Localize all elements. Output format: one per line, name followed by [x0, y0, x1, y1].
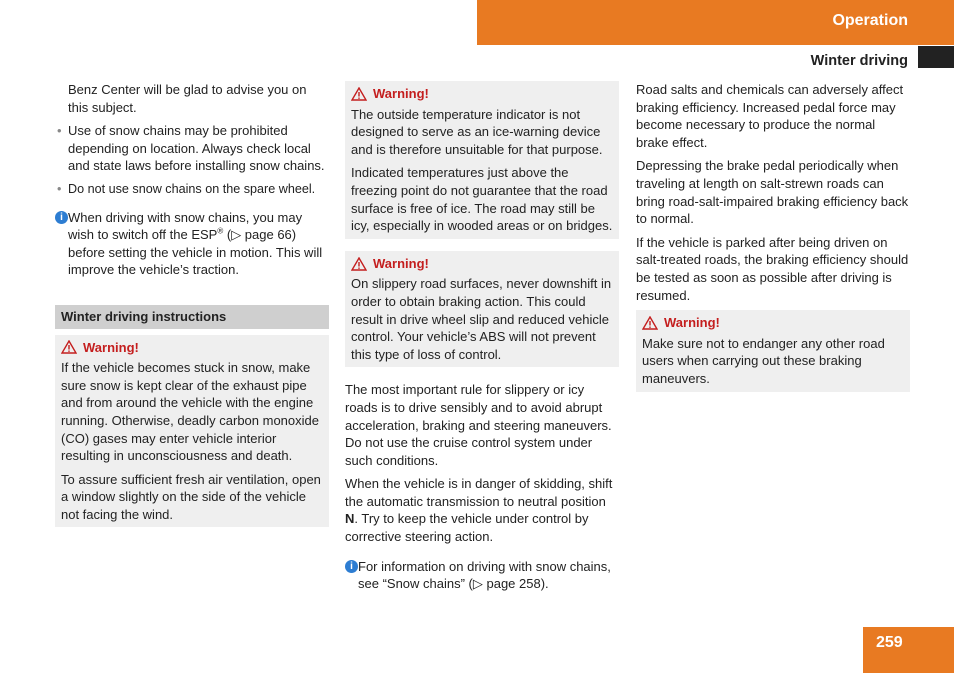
warning-label: Warning! — [83, 339, 139, 355]
page-number: 259 — [876, 634, 903, 651]
info-icon: i — [345, 560, 358, 573]
warning-box — [55, 335, 329, 528]
info-note: i When driving with snow chains, you may wish to switch off the ESP® (▷ page 66) before setting the vehicle in motion. This will improve the vehicle’s traction. — [55, 209, 329, 279]
list-item: • Use of snow chains may be prohibited depending on location. Always check local and state laws before installing snow chains. — [57, 123, 325, 174]
warning-text: Indicated temperatures just above the freezing point do not guarantee that the road surface is free of ice. The road may still be icy, especially in wooded areas or on bridges. — [351, 165, 613, 234]
column-1 — [55, 81, 329, 539]
bullet-icon: • — [57, 181, 62, 196]
list-item: • Do not use snow chains on the spare wheel. — [55, 181, 329, 199]
warning-triangle-icon — [61, 340, 77, 354]
intro-text: Benz Center will be glad to advise you on this subject. — [68, 82, 307, 115]
warning-label: Warning! — [373, 86, 429, 101]
section-title: Operation — [832, 12, 908, 29]
warning-text: If the vehicle becomes stuck in snow, make sure snow is kept clear of the exhaust pipe and from around the vehicle with the engine running. Otherwise, deadly carbon monoxide (CO) gases may enter vehicle interior resulting in unconsciousness and death. — [61, 360, 319, 464]
bullet-icon: • — [57, 123, 62, 139]
warning-box — [345, 251, 619, 368]
warning-box — [345, 81, 619, 239]
warning-triangle-icon — [351, 87, 367, 101]
chapter-tab-marker — [918, 46, 954, 68]
info-icon: i — [55, 211, 68, 224]
warning-label: Warning! — [664, 315, 720, 331]
body-text: Depressing the brake pedal periodically when traveling at length on salt-strewn roads can bring road-salt-impaired braking efficiency back to normal. — [636, 158, 909, 227]
column-2 — [345, 81, 619, 599]
body-text: Road salts and chemicals can adversely affect braking efficiency. Increased pedal force may become necessary to produce the normal brake effect. — [636, 82, 904, 150]
warning-text: On slippery road surfaces, never downshift in order to obtain braking action. This could result in drive wheel slip and reduced vehicle control. Your vehicle’s ABS will not prevent this type of loss of control. — [351, 276, 612, 362]
warning-triangle-icon — [351, 257, 367, 271]
warning-text: To assure sufficient fresh air ventilation, open a window slightly on the side of the vehicle not facing the wind. — [61, 471, 321, 522]
warning-text: Make sure not to endanger any other road users when carrying out these braking maneuvers. — [642, 335, 885, 386]
warning-label: Warning! — [373, 255, 429, 271]
section-heading: Winter driving instructions — [55, 305, 329, 329]
warning-box — [636, 310, 910, 391]
body-text: When the vehicle is in danger of skidding, shift the automatic transmission to neutral position N. Try to keep the vehicle under control by corrective steering action. — [345, 476, 613, 545]
warning-text: The outside temperature indicator is not designed to serve as an ice-warning device and is therefore unsuitable for that purpose. — [351, 106, 603, 157]
column-3 — [636, 81, 910, 404]
info-note: i For information on driving with snow chains, see “Snow chains” (▷ page 258). — [345, 558, 619, 593]
warning-triangle-icon — [642, 316, 658, 330]
body-text: The most important rule for slippery or icy roads is to drive sensibly and to avoid abrupt acceleration, braking and steering maneuvers. Do not use the cruise control system under such conditions. — [345, 382, 612, 468]
subsection-title: Winter driving — [810, 53, 908, 69]
body-text: If the vehicle is parked after being driven on salt-treated roads, the braking efficiency should be tested as soon as possible after driving is resumed. — [636, 234, 909, 303]
